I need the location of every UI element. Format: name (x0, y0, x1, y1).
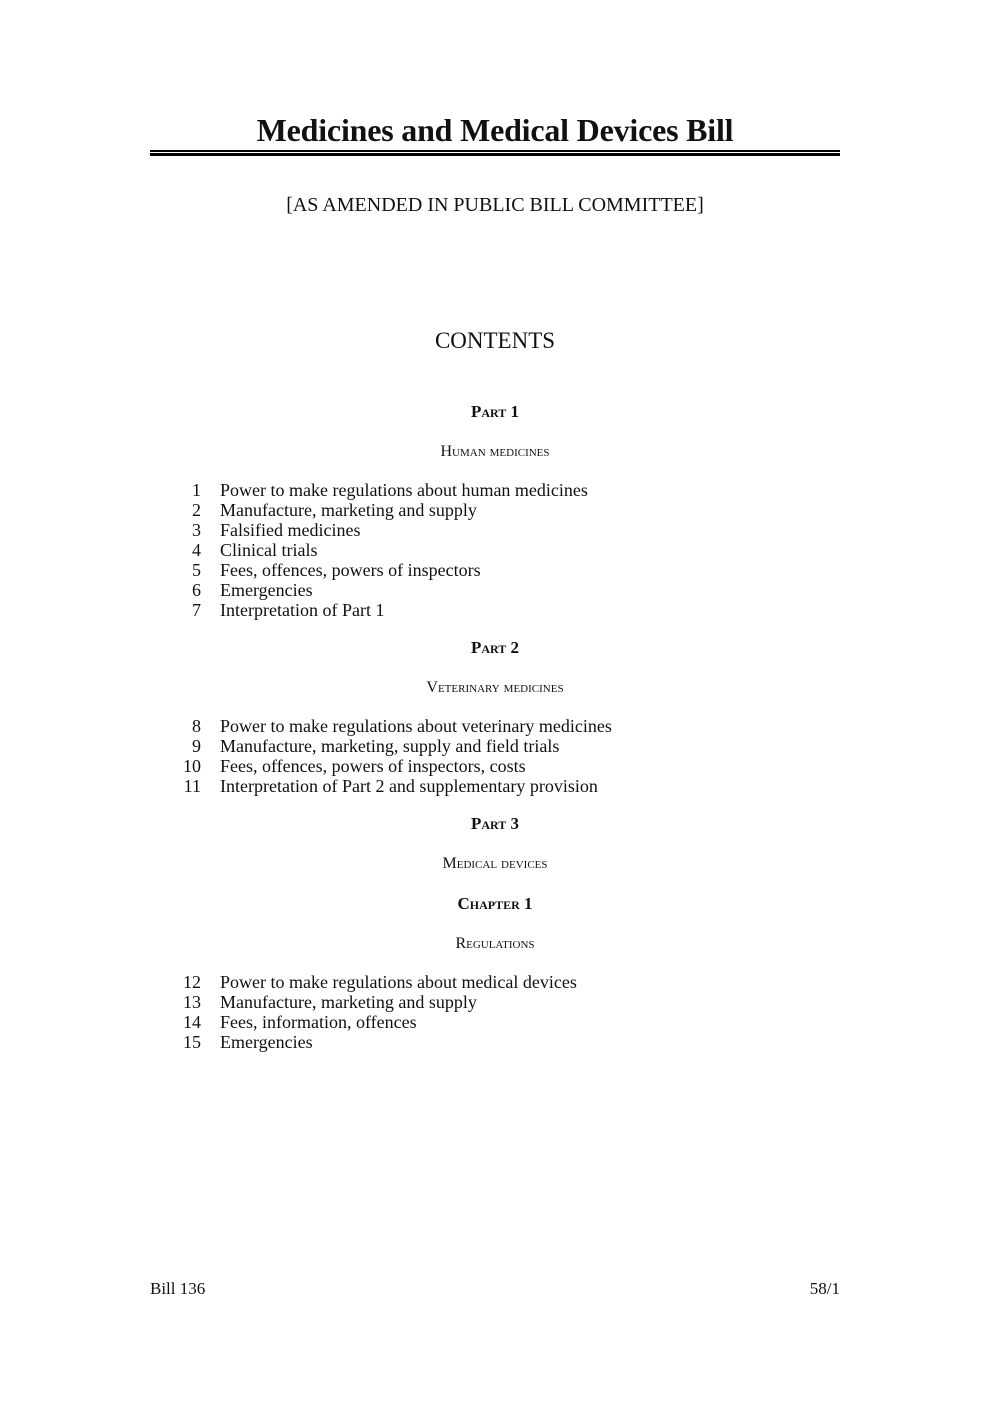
bill-title: Medicines and Medical Devices Bill (256, 112, 734, 148)
table-of-contents (150, 400, 840, 1068)
entry-list (150, 480, 840, 620)
clause-number: 9 (192, 736, 201, 756)
title-rule-thick (150, 153, 840, 156)
clause-title: Manufacture, marketing and supply (220, 500, 477, 520)
clause-number: 8 (192, 716, 201, 736)
title-rule-thin (150, 150, 840, 152)
toc-entry[interactable] (150, 520, 840, 540)
part-heading: Part 1 (470, 402, 520, 421)
clause-number: 1 (192, 480, 201, 500)
clause-title: Fees, offences, powers of inspectors (220, 560, 481, 580)
clause-number: 2 (192, 500, 201, 520)
clause-title: Emergencies (220, 580, 313, 600)
clause-title: Falsified medicines (220, 520, 361, 540)
clause-title: Interpretation of Part 1 (220, 600, 385, 620)
clause-title: Manufacture, marketing and supply (220, 992, 477, 1012)
clause-title: Manufacture, marketing, supply and field trials (220, 736, 560, 756)
clause-number: 10 (183, 756, 201, 776)
part-title: Human medicines (440, 443, 550, 460)
toc-entry[interactable] (150, 600, 840, 620)
toc-entry[interactable] (150, 560, 840, 580)
part-title: Medical devices (442, 855, 548, 872)
toc-entry[interactable] (150, 736, 840, 756)
clause-number: 15 (183, 1032, 201, 1052)
toc-entry[interactable] (150, 500, 840, 520)
clause-title: Fees, information, offences (220, 1012, 417, 1032)
clause-title: Power to make regulations about medical devices (220, 972, 577, 992)
toc-entry[interactable] (150, 992, 840, 1012)
clause-number: 7 (192, 600, 201, 620)
clause-title: Clinical trials (220, 540, 318, 560)
toc-entry[interactable] (150, 716, 840, 736)
clause-number: 14 (183, 1012, 201, 1032)
toc-entry[interactable] (150, 540, 840, 560)
clause-title: Interpretation of Part 2 and supplementary provision (220, 776, 598, 796)
toc-entry[interactable] (150, 972, 840, 992)
page-reference: 58/1 (809, 1279, 840, 1298)
clause-number: 5 (192, 560, 201, 580)
part-title: Veterinary medicines (426, 679, 564, 696)
entry-list (150, 716, 840, 796)
toc-entry[interactable] (150, 756, 840, 776)
contents-heading: CONTENTS (434, 328, 556, 353)
part-2-section (150, 636, 840, 796)
amendment-status: [AS AMENDED IN PUBLIC BILL COMMITTEE] (286, 194, 704, 216)
bill-number: Bill 136 (150, 1279, 206, 1298)
toc-entry[interactable] (150, 1012, 840, 1032)
part-1-section (150, 400, 840, 620)
clause-number: 3 (192, 520, 201, 540)
clause-title: Power to make regulations about veterinary medicines (220, 716, 612, 736)
clause-title: Fees, offences, powers of inspectors, costs (220, 756, 526, 776)
toc-entry[interactable] (150, 580, 840, 600)
clause-number: 6 (192, 580, 201, 600)
part-heading: Part 2 (470, 638, 520, 657)
part-heading: Part 3 (470, 814, 520, 833)
clause-number: 12 (183, 972, 201, 992)
toc-entry[interactable] (150, 1032, 840, 1052)
toc-entry[interactable] (150, 480, 840, 500)
clause-number: 4 (192, 540, 201, 560)
chapter-title: Regulations (455, 935, 535, 952)
chapter-heading: Chapter 1 (457, 894, 533, 913)
entry-list (150, 972, 840, 1052)
clause-number: 13 (183, 992, 201, 1012)
clause-title: Power to make regulations about human medicines (220, 480, 588, 500)
toc-entry[interactable] (150, 776, 840, 796)
clause-number: 11 (183, 776, 201, 796)
part-3-section (150, 812, 840, 1052)
clause-title: Emergencies (220, 1032, 313, 1052)
